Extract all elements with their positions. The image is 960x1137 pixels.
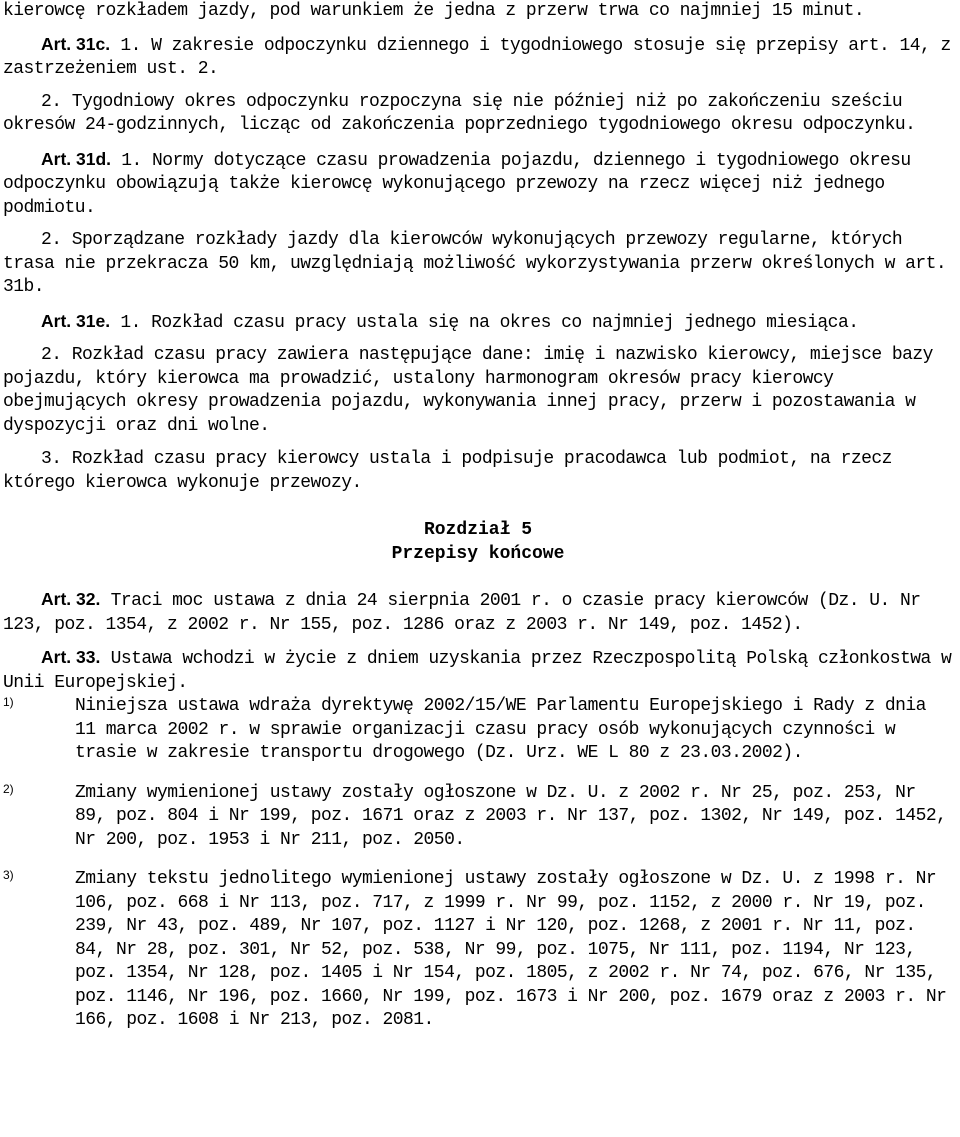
footnote-2 — [3, 782, 953, 853]
document-page — [3, 0, 953, 1033]
chapter-title: Przepisy końcowe — [391, 544, 565, 564]
art-31e-ust-2: 2. Rozkład czasu pracy zawiera następujące dane: imię i nazwisko kierowcy, miejsce bazy pojazdu, który kierowca ma prowadzić, ustalony harmonogram okresów pracy kierowcy obejmujących okresy prowadzenia pojazdu, wykonywania innej pracy, przerw i pozostawania w dyspozycji oraz dni wolne. — [3, 345, 933, 436]
art-31c-paragraph — [3, 33, 953, 82]
paragraph-continuation: kierowcę rozkładem jazdy, pod warunkiem że jedna z przerw trwa co najmniej 15 minut. — [3, 1, 865, 21]
art-31e-label: Art. 31e. — [41, 310, 111, 331]
art-31c-label: Art. 31c. — [41, 33, 111, 54]
art-31e-text: 1. Rozkład czasu pracy ustala się na okres co najmniej jednego miesiąca. — [110, 312, 859, 333]
footnote-1-number: 1) — [3, 695, 14, 709]
art-31d-ust-2: 2. Sporządzane rozkłady jazdy dla kierowców wykonujących przewozy regularne, których trasa nie przekracza 50 km, uwzględniają możliwość wykorzystywania przerw określonych w art. 31b. — [3, 230, 947, 297]
art-31e-paragraph — [3, 310, 953, 336]
art-33-label: Art. 33. — [41, 647, 101, 667]
art-31c-ust-2: 2. Tygodniowy okres odpoczynku rozpoczyna się nie później niż po zakończeniu sześciu okresów 24-godzinnych, licząc od zakończenia poprzedniego tygodniowego okresu odpoczynku. — [3, 91, 916, 135]
art-33-paragraph — [3, 646, 953, 695]
art-32-paragraph — [3, 588, 953, 637]
footnote-1 — [3, 695, 953, 766]
art-31d-paragraph — [3, 148, 953, 221]
footnote-3-number: 3) — [3, 868, 14, 882]
art-31c-text: 1. W zakresie odpoczynku dziennego i tygodniowego stosuje się przepisy art. 14, z zastrzeżeniem ust. 2. — [3, 35, 951, 79]
footnote-3 — [3, 868, 953, 1033]
footnote-3-text: Zmiany tekstu jednolitego wymienionej ustawy zostały ogłoszone w Dz. U. z 1998 r. Nr 106, poz. 668 i Nr 113, poz. 717, z 1999 r. Nr 99, poz. 1152, z 2000 r. Nr 19, poz. 239, Nr 43, poz. 489, Nr 107, poz. 1127 i Nr 120, poz. 1268, z 2001 r. Nr 11, poz. 84, Nr 28, poz. 301, Nr 52, poz. 538, Nr 99, poz. 1075, Nr 111, poz. 1194, Nr 123, poz. 1354, Nr 128, poz. 1405 i Nr 154, poz. 1805, z 2002 r. Nr 74, poz. 676, Nr 135, poz. 1146, Nr 196, poz. 1660, Nr 199, poz. 1673 i Nr 200, poz. 1679 oraz z 2003 r. Nr 166, poz. 1608 i Nr 213, poz. 2081. — [75, 869, 947, 1030]
footnote-1-text: Niniejsza ustawa wdraża dyrektywę 2002/15/WE Parlamentu Europejskiego i Rady z dnia 11 marca 2002 r. w sprawie organizacji czasu pracy osób wykonujących czynności w trasie w zakresie transportu drogowego (Dz. Urz. WE L 80 z 23.03.2002). — [75, 696, 926, 763]
chapter-heading — [3, 518, 953, 566]
art-31d-label: Art. 31d. — [41, 148, 112, 169]
art-32-text: Traci moc ustawa z dnia 24 sierpnia 2001 r. o czasie pracy kierowców (Dz. U. Nr 123, poz. 1354, z 2002 r. Nr 155, poz. 1286 oraz z 2003 r. Nr 149, poz. 1452). — [3, 591, 921, 635]
art-32-label: Art. 32. — [41, 589, 101, 609]
art-31d-text: 1. Normy dotyczące czasu prowadzenia pojazdu, dziennego i tygodniowego okresu odpoczynku obowiązują także kierowcę wykonującego przewozy na rzecz więcej niż jednego podmiotu. — [3, 150, 911, 218]
footnote-2-text: Zmiany wymienionej ustawy zostały ogłoszone w Dz. U. z 2002 r. Nr 25, poz. 253, Nr 89, poz. 804 i Nr 199, poz. 1671 oraz z 2003 r. Nr 137, poz. 1302, Nr 149, poz. 1452, Nr 200, poz. 1953 i Nr 211, poz. 2050. — [75, 782, 947, 850]
chapter-number: Rozdział 5 — [423, 520, 533, 540]
art-33-text: Ustawa wchodzi w życie z dniem uzyskania przez Rzeczpospolitą Polską członkostwa w Unii Europejskiej. — [3, 649, 952, 693]
footnote-2-number: 2) — [3, 781, 14, 796]
art-31e-ust-3: 3. Rozkład czasu pracy kierowcy ustala i podpisuje pracodawca lub podmiot, na rzecz którego kierowca wykonuje przewozy. — [3, 449, 892, 493]
